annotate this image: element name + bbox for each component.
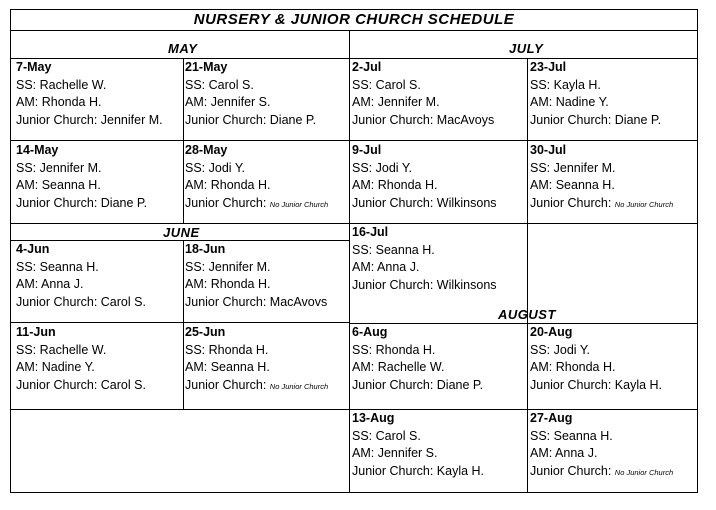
am-label: AM: — [185, 95, 208, 109]
cell-jc-row — [530, 463, 697, 482]
cell-date: 13-Aug — [352, 411, 395, 425]
jc-value: Carol S. — [100, 377, 146, 392]
jc-label: Junior Church: — [530, 112, 612, 127]
am-label: AM: — [530, 446, 553, 460]
cell-date: 30-Jul — [530, 143, 567, 157]
jc-label: Junior Church: — [352, 195, 434, 210]
ss-value: Kayla H. — [553, 77, 601, 92]
jc-label: Junior Church: — [352, 377, 434, 392]
am-label: AM: — [16, 178, 39, 192]
am-value: Seanna H. — [41, 178, 101, 192]
jc-value: MacAvovs — [269, 294, 328, 309]
cell-ss-row — [352, 77, 527, 95]
am-label: AM: — [352, 95, 375, 109]
schedule-cell-aug27 — [525, 410, 697, 481]
cell-ss-row — [185, 160, 349, 178]
ss-label: SS: — [352, 77, 373, 92]
schedule-cell-jun25 — [180, 324, 349, 395]
cell-am-row — [185, 359, 349, 377]
am-value: Anna J. — [377, 260, 420, 274]
am-label: AM: — [185, 360, 208, 374]
am-label: AM: — [352, 360, 375, 374]
cell-am-row — [352, 94, 527, 112]
cell-am-row — [185, 276, 349, 294]
page-title: NURSERY & JUNIOR CHURCH SCHEDULE — [193, 11, 515, 28]
jc-value: No Junior Church — [614, 467, 674, 477]
cell-date: 6-Aug — [352, 325, 388, 339]
cell-ss-row — [352, 428, 527, 446]
cell-am-row — [16, 276, 183, 294]
cell-am-row — [16, 359, 183, 377]
ss-value: Jennifer M. — [208, 259, 271, 274]
cell-date: 28-May — [185, 143, 228, 157]
cell-ss-row — [16, 342, 183, 360]
schedule-cell-may28 — [180, 142, 349, 213]
jc-label: Junior Church: — [530, 377, 612, 392]
ss-label: SS: — [530, 342, 551, 357]
cell-ss-row — [185, 259, 349, 277]
ss-value: Jennifer M. — [553, 160, 616, 175]
cell-date: 23-Jul — [530, 60, 567, 74]
am-value: Rachelle W. — [377, 360, 445, 374]
cell-date: 2-Jul — [352, 60, 382, 74]
cell-date: 20-Aug — [530, 325, 573, 339]
jc-value: Kayla H. — [436, 463, 485, 478]
ss-label: SS: — [16, 259, 37, 274]
cell-date: 7-May — [16, 60, 52, 74]
cell-jc-row — [352, 112, 527, 130]
am-value: Rhonda H. — [210, 178, 271, 192]
ss-value: Jennifer M. — [39, 160, 102, 175]
am-value: Rhonda H. — [555, 360, 616, 374]
ss-value: Rachelle W. — [39, 77, 107, 92]
cell-jc-row — [185, 294, 349, 312]
jc-label: Junior Church: — [530, 195, 612, 210]
am-value: Jennifer M. — [377, 95, 440, 109]
jc-label: Junior Church: — [185, 195, 267, 210]
cell-jc-row — [185, 377, 349, 396]
jc-label: Junior Church: — [16, 112, 98, 127]
month-header-july: JULY — [509, 41, 544, 56]
cell-jc-row — [185, 112, 349, 130]
schedule-cell-aug6 — [347, 324, 527, 394]
am-value: Seanna H. — [555, 178, 615, 192]
jc-value: Carol S. — [100, 294, 146, 309]
jc-label: Junior Church: — [185, 294, 267, 309]
cell-jc-row — [352, 195, 527, 213]
ss-value: Carol S. — [375, 77, 421, 92]
cell-ss-row — [185, 342, 349, 360]
jc-value: No Junior Church — [614, 199, 674, 209]
cell-ss-row — [352, 342, 527, 360]
ss-value: Jodi Y. — [553, 342, 591, 357]
cell-am-row — [530, 94, 697, 112]
jc-label: Junior Church: — [185, 377, 267, 392]
am-value: Anna J. — [41, 277, 84, 291]
cell-ss-row — [352, 242, 527, 260]
cell-date: 18-Jun — [185, 242, 226, 256]
ss-label: SS: — [185, 77, 206, 92]
jc-label: Junior Church: — [352, 463, 434, 478]
cell-ss-row — [530, 428, 697, 446]
cell-jc-row — [530, 112, 697, 130]
cell-jc-row — [352, 277, 527, 295]
schedule-cell-jul16 — [347, 224, 527, 294]
am-label: AM: — [16, 277, 39, 291]
ss-label: SS: — [185, 259, 206, 274]
cell-ss-row — [16, 77, 183, 95]
jc-value: Diane P. — [269, 112, 317, 127]
am-value: Nadine Y. — [41, 360, 95, 374]
am-value: Rhonda H. — [41, 95, 102, 109]
jc-value: Jennifer M. — [100, 112, 163, 127]
cell-am-row — [530, 359, 697, 377]
schedule-cell-jun18 — [180, 241, 349, 311]
cell-jc-row — [352, 463, 527, 481]
am-value: Nadine Y. — [555, 95, 609, 109]
cell-jc-row — [16, 294, 183, 312]
jc-value: Kayla H. — [614, 377, 663, 392]
month-header-august: AUGUST — [498, 307, 556, 322]
cell-am-row — [185, 177, 349, 195]
ss-value: Carol S. — [375, 428, 421, 443]
jc-value: No Junior Church — [269, 381, 329, 391]
cell-ss-row — [16, 259, 183, 277]
cell-am-row — [16, 177, 183, 195]
schedule-cell-may7 — [11, 59, 183, 129]
schedule-cell-aug20 — [525, 324, 697, 394]
am-label: AM: — [352, 260, 375, 274]
jc-value: Diane P. — [614, 112, 662, 127]
am-value: Rhonda H. — [377, 178, 438, 192]
cell-date: 27-Aug — [530, 411, 573, 425]
cell-jc-row — [16, 195, 183, 213]
jc-label: Junior Church: — [352, 277, 434, 292]
ss-value: Seanna H. — [375, 242, 435, 257]
jc-label: Junior Church: — [185, 112, 267, 127]
cell-am-row — [352, 177, 527, 195]
am-label: AM: — [530, 95, 553, 109]
cell-ss-row — [352, 160, 527, 178]
ss-label: SS: — [185, 160, 206, 175]
ss-label: SS: — [16, 77, 37, 92]
jc-value: Diane P. — [436, 377, 484, 392]
ss-value: Seanna H. — [553, 428, 613, 443]
cell-date: 4-Jun — [16, 242, 50, 256]
schedule-cell-jun11 — [11, 324, 183, 394]
cell-am-row — [352, 359, 527, 377]
am-label: AM: — [16, 360, 39, 374]
month-header-may: MAY — [168, 41, 198, 56]
cell-date: 16-Jul — [352, 225, 389, 239]
am-label: AM: — [530, 360, 553, 374]
schedule-cell-may21 — [180, 59, 349, 129]
schedule-cell-jul9 — [347, 142, 527, 212]
cell-date: 21-May — [185, 60, 228, 74]
jc-label: Junior Church: — [16, 195, 98, 210]
am-value: Seanna H. — [210, 360, 270, 374]
jc-label: Junior Church: — [352, 112, 434, 127]
am-value: Jennifer S. — [210, 95, 271, 109]
am-label: AM: — [530, 178, 553, 192]
ss-value: Rhonda H. — [375, 342, 436, 357]
schedule-cell-may14 — [11, 142, 183, 212]
cell-ss-row — [530, 77, 697, 95]
jc-value: Diane P. — [100, 195, 148, 210]
ss-label: SS: — [352, 428, 373, 443]
cell-jc-row — [16, 377, 183, 395]
am-label: AM: — [352, 446, 375, 460]
cell-ss-row — [16, 160, 183, 178]
row-divider — [10, 140, 698, 141]
ss-value: Rachelle W. — [39, 342, 107, 357]
jc-value: Wilkinsons — [436, 277, 497, 292]
ss-value: Rhonda H. — [208, 342, 269, 357]
schedule-cell-aug13 — [347, 410, 527, 480]
cell-am-row — [530, 445, 697, 463]
jc-value: No Junior Church — [269, 199, 329, 209]
schedule-cell-jun4 — [11, 241, 183, 311]
am-value: Jennifer S. — [377, 446, 438, 460]
cell-jc-row — [352, 377, 527, 395]
title-bar — [10, 9, 698, 31]
ss-value: Jodi Y. — [208, 160, 246, 175]
ss-label: SS: — [530, 77, 551, 92]
cell-date: 25-Jun — [185, 325, 226, 339]
row-divider — [10, 322, 349, 323]
jc-label: Junior Church: — [16, 377, 98, 392]
cell-am-row — [352, 445, 527, 463]
ss-label: SS: — [185, 342, 206, 357]
ss-label: SS: — [352, 342, 373, 357]
cell-am-row — [16, 94, 183, 112]
cell-date: 14-May — [16, 143, 59, 157]
schedule-cell-jul23 — [525, 59, 697, 129]
cell-am-row — [530, 177, 697, 195]
cell-jc-row — [185, 195, 349, 214]
am-label: AM: — [185, 178, 208, 192]
cell-am-row — [352, 259, 527, 277]
cell-date: 9-Jul — [352, 143, 382, 157]
ss-value: Jodi Y. — [375, 160, 413, 175]
am-label: AM: — [352, 178, 375, 192]
cell-am-row — [185, 94, 349, 112]
cell-jc-row — [530, 195, 697, 214]
ss-label: SS: — [16, 342, 37, 357]
jc-label: Junior Church: — [530, 463, 612, 478]
ss-label: SS: — [16, 160, 37, 175]
ss-label: SS: — [352, 242, 373, 257]
am-value: Anna J. — [555, 446, 598, 460]
ss-label: SS: — [530, 160, 551, 175]
am-label: AM: — [16, 95, 39, 109]
cell-jc-row — [530, 377, 697, 395]
schedule-cell-jul2 — [347, 59, 527, 129]
schedule-cell-jul30 — [525, 142, 697, 213]
month-header-june: JUNE — [163, 225, 200, 240]
am-label: AM: — [185, 277, 208, 291]
jc-label: Junior Church: — [16, 294, 98, 309]
ss-value: Carol S. — [208, 77, 254, 92]
jc-value: Wilkinsons — [436, 195, 497, 210]
cell-ss-row — [185, 77, 349, 95]
cell-ss-row — [530, 160, 697, 178]
ss-label: SS: — [352, 160, 373, 175]
cell-ss-row — [530, 342, 697, 360]
am-value: Rhonda H. — [210, 277, 271, 291]
ss-value: Seanna H. — [39, 259, 99, 274]
cell-jc-row — [16, 112, 183, 130]
cell-date: 11-Jun — [16, 325, 56, 339]
jc-value: MacAvoys — [436, 112, 495, 127]
ss-label: SS: — [530, 428, 551, 443]
